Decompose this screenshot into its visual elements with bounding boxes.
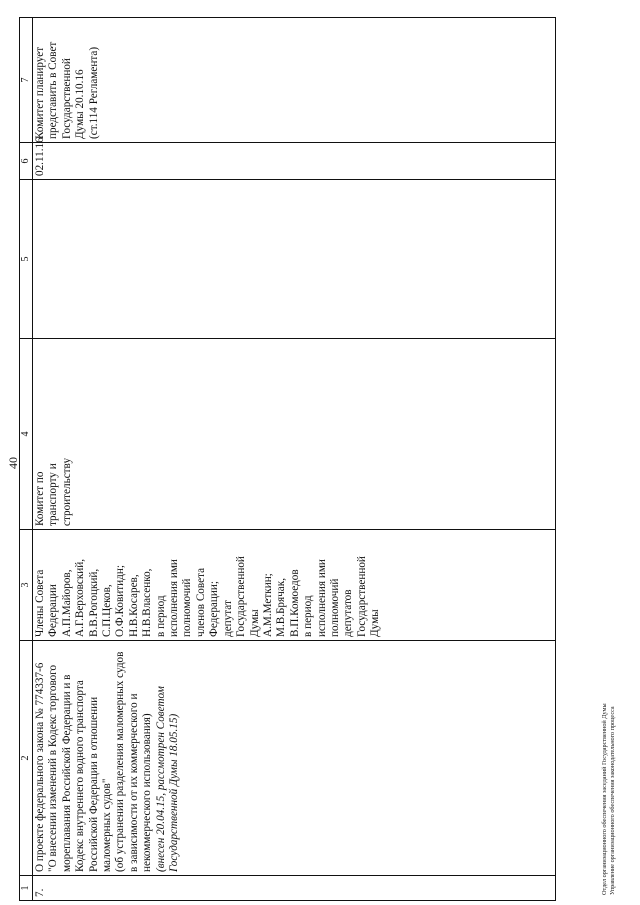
author-line: в период — [302, 595, 315, 637]
note-line: (ст.114 Регламента) — [87, 46, 100, 139]
author-line: полномочий — [328, 578, 341, 637]
committee-line: Комитет по — [34, 471, 46, 526]
bill-description — [33, 641, 556, 876]
author-line: А.Г.Верховский, — [74, 558, 87, 637]
author-line: депутат — [221, 600, 234, 637]
table-row — [33, 18, 556, 901]
header-col-4: 4 — [20, 339, 33, 530]
author-line: Члены Совета — [34, 569, 46, 637]
agenda-table — [19, 17, 556, 901]
note-line: Думы 20.10.16 — [74, 69, 87, 139]
author-line: Государственной — [235, 556, 248, 637]
author-line: А.П.Майоров, — [60, 569, 73, 637]
author-line: В.П.Комоедов — [288, 569, 301, 637]
author-line: Федерации — [47, 584, 60, 637]
submission-note-line: Государственной Думы 18.05.15) — [168, 713, 181, 872]
header-col-1: 1 — [20, 876, 33, 901]
description-line: "О внесении изменений в Кодекс торгового — [47, 664, 60, 872]
author-line: Федерации; — [208, 581, 221, 637]
committee-note — [33, 18, 556, 143]
author-line: Думы — [369, 609, 382, 637]
footer — [601, 703, 617, 895]
note-line: Государственной — [60, 58, 73, 139]
author-line: Н.В.Косарев, — [127, 574, 140, 637]
author-line: С.П.Цеков, — [101, 584, 114, 637]
author-line: полномочий — [181, 578, 194, 637]
description-line: мореплавания Российской Федерации и в — [60, 674, 73, 872]
header-col-6: 6 — [20, 143, 33, 180]
committee-line: транспорту и — [47, 463, 60, 526]
submission-note-line: (внесен 20.04.15, рассмотрен Советом — [154, 686, 167, 872]
author-line: Н.В.Власенко, — [141, 568, 154, 637]
author-line: О.Ф.Ковитидн; — [114, 565, 127, 637]
review-date: 02.11.16 — [33, 143, 556, 180]
author-line: членов Совета — [194, 567, 207, 637]
empty-cell — [33, 180, 556, 339]
header-col-3: 3 — [20, 530, 33, 641]
author-line: Думы — [248, 609, 261, 637]
description-line: Российской Федерации в отношении — [87, 696, 100, 872]
footer-line: Отдел организационного обеспечения заседаний Государственной Думы — [601, 703, 608, 895]
committee-line: строительству — [60, 457, 73, 526]
footer-line: Управление организационного обеспечения законодательного процесса — [609, 706, 616, 895]
responsible-committee — [33, 339, 556, 530]
description-line: Кодекс внутреннего водного транспорта — [74, 680, 87, 872]
author-line: депутатов — [342, 589, 355, 637]
note-line: представить в Совет — [47, 41, 60, 139]
author-line: А.М.Меткин; — [261, 573, 274, 637]
author-line: в период — [154, 595, 167, 637]
author-line: Государственной — [355, 556, 368, 637]
bill-authors — [33, 530, 556, 641]
author-line: В.В.Рогоцкий, — [87, 568, 100, 637]
author-line: исполнения ими — [168, 559, 181, 637]
header-col-7: 7 — [20, 18, 33, 143]
note-line: Комитет планирует — [34, 46, 46, 139]
page-number: 40 — [6, 457, 20, 469]
header-col-5: 5 — [20, 180, 33, 339]
author-line: М.В.Брячак, — [275, 578, 288, 637]
author-line: исполнения ими — [315, 559, 328, 637]
header-row — [20, 18, 33, 901]
description-line: некоммерческого использования) — [141, 713, 154, 872]
description-line: О проекте федерального закона № 774337-6 — [34, 662, 46, 872]
description-line: (об устранении разделения маломерных судов — [114, 651, 127, 872]
description-line: маломерных судов" — [101, 778, 114, 872]
description-line: в зависимости от их коммерческого и — [127, 693, 140, 872]
header-col-2: 2 — [20, 641, 33, 876]
row-number: 7. — [33, 876, 556, 901]
